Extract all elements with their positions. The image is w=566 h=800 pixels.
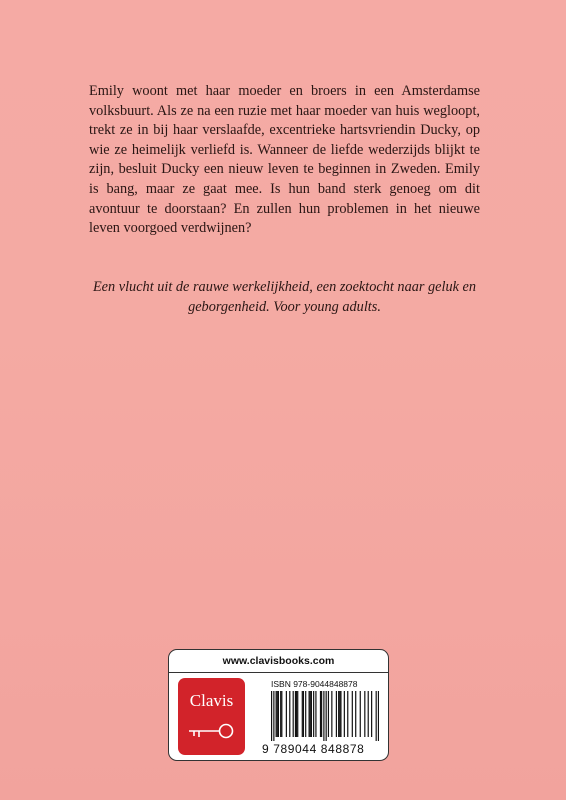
barcode-bar bbox=[323, 691, 324, 741]
barcode-bar bbox=[280, 691, 281, 737]
barcode-bar bbox=[273, 691, 274, 741]
barcode-bar bbox=[296, 691, 297, 737]
barcode-bar bbox=[311, 691, 312, 737]
barcode-panel bbox=[168, 649, 389, 761]
key-icon bbox=[188, 720, 236, 742]
barcode-bar bbox=[368, 691, 369, 737]
barcode-bar bbox=[313, 691, 314, 737]
isbn-label: ISBN 978-9044848878 bbox=[271, 679, 358, 689]
barcode-bar bbox=[293, 691, 294, 737]
barcode-bar bbox=[360, 691, 361, 737]
barcode-bar bbox=[321, 691, 322, 737]
barcode-bar bbox=[376, 691, 377, 741]
barcode-bar bbox=[297, 691, 298, 737]
barcode-bar bbox=[315, 691, 316, 737]
barcode-bar bbox=[286, 691, 287, 737]
barcode-bar bbox=[277, 691, 278, 737]
barcode-bar bbox=[338, 691, 339, 737]
barcode-bar bbox=[364, 691, 365, 737]
barcode-bar bbox=[352, 691, 353, 737]
barcode-bar bbox=[281, 691, 282, 737]
barcode-bar bbox=[347, 691, 348, 737]
barcode-bar bbox=[336, 691, 337, 737]
barcode-bar bbox=[302, 691, 303, 737]
barcode-bar bbox=[320, 691, 321, 737]
barcode-bar bbox=[271, 691, 272, 741]
barcode-bar bbox=[276, 691, 277, 737]
publisher-website: www.clavisbooks.com bbox=[169, 650, 388, 673]
barcode-bar bbox=[278, 691, 279, 737]
logo-text: Clavis bbox=[189, 691, 234, 710]
barcode-bar bbox=[340, 691, 341, 737]
barcode-bar bbox=[371, 691, 372, 737]
barcode-bar bbox=[328, 691, 329, 737]
barcode-bar bbox=[309, 691, 310, 737]
barcode-digits: 9 789044 848878 bbox=[262, 742, 365, 756]
barcode-bar bbox=[331, 691, 332, 737]
barcode-bar bbox=[295, 691, 296, 737]
barcode-bar bbox=[289, 691, 290, 737]
barcode bbox=[271, 691, 379, 741]
barcode-bar bbox=[344, 691, 345, 737]
barcode-bar bbox=[378, 691, 379, 741]
barcode-bar bbox=[355, 691, 356, 737]
barcode-bar bbox=[305, 691, 306, 737]
blurb-text: Emily woont met haar moeder en broers in een Amsterdamse volksbuurt. Als ze na een ruzie met haar moeder van huis wegloopt, trekt ze in bij haar verslaafde, excentrieke hartsvriendin Ducky, op wie ze heimelijk verliefd is. Wanneer de liefde wederzijds blijkt te zijn, besluit Ducky een nieuw leven te beginnen in Zweden. Emily is bang, maar ze gaat mee. Is hun band sterk genoeg om dit avontuur te doorstaan? En zullen hun problemen in het nieuwe leven voorgoed verdwijnen? bbox=[89, 83, 480, 237]
barcode-bar bbox=[303, 691, 304, 737]
barcode-bar bbox=[326, 691, 327, 741]
tagline: Een vlucht uit de rauwe werkelijkheid, een zoektocht naar geluk en geborgenheid. Voor young adults. bbox=[92, 279, 477, 315]
barcode-bar bbox=[310, 691, 311, 737]
barcode-bar bbox=[339, 691, 340, 737]
clavis-logo bbox=[178, 678, 245, 755]
